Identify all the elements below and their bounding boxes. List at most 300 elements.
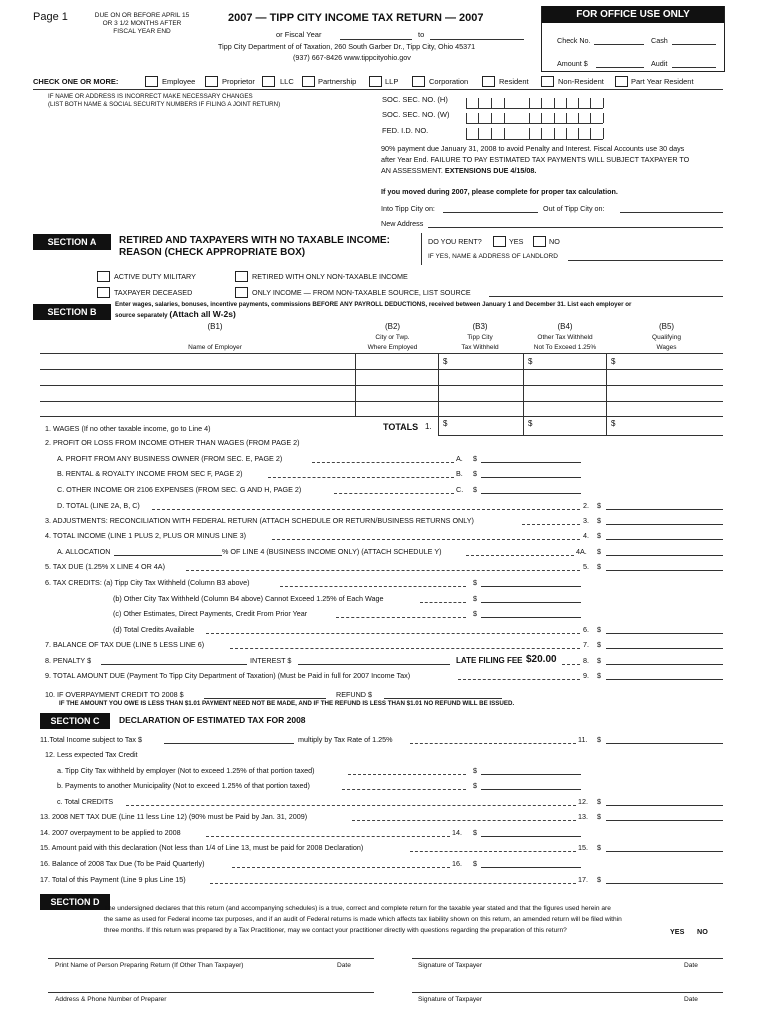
resident-label: Resident (499, 77, 529, 86)
leader (186, 570, 580, 571)
amount-field[interactable] (596, 67, 644, 68)
line-17-number: 17. (578, 875, 588, 884)
refund-field[interactable] (384, 698, 502, 699)
line-6a-field[interactable] (481, 586, 581, 587)
retired-label: RETIRED WITH ONLY NON-TAXABLE INCOME (252, 272, 408, 281)
proprietor-label: Proprietor (222, 77, 255, 86)
line-6b-label: (b) Other City Tax Withheld (Column B4 above) Cannot Exceed 1.25% of Each Wage (113, 594, 384, 603)
part-year-resident-checkbox[interactable] (615, 76, 628, 87)
rent-yes-checkbox[interactable] (493, 236, 506, 247)
id-grid-cell-divider (529, 113, 530, 123)
leader (206, 836, 450, 837)
line-2b-dollar: $ (473, 469, 477, 478)
line-6-field[interactable] (606, 633, 723, 634)
office-use-title: FOR OFFICE USE ONLY (542, 6, 724, 23)
line-2b-label: B. RENTAL & ROYALTY INCOME FROM SEC F, PAGE 2) (57, 469, 243, 478)
landlord-label: IF YES, NAME & ADDRESS OF LANDLORD (428, 253, 558, 260)
fiscal-to-label: to (418, 30, 425, 39)
id-grid-cell-divider (554, 98, 555, 108)
col-b2-label-1: City or Twp. (375, 334, 410, 341)
section-b-instructions-2 (115, 310, 236, 319)
deceased-checkbox[interactable] (97, 287, 110, 298)
id-grid-cell-divider (491, 98, 492, 108)
line-2d-field[interactable] (606, 509, 723, 510)
taxpayer-date-label-1: Date (684, 962, 698, 969)
line-8-dollar: $ (597, 656, 601, 665)
corporation-checkbox[interactable] (412, 76, 425, 87)
line-4-label: 4. TOTAL INCOME (LINE 1 PLUS 2, PLUS OR MINUS LINE 3) (45, 531, 247, 540)
into-tipp-label: Into Tipp City on: (381, 204, 435, 213)
section-d-badge: SECTION D (40, 894, 110, 910)
line-2a-dollar: $ (473, 454, 477, 463)
leader (562, 664, 580, 665)
line-12b-label: b. Payments to another Municipality (Not to exceed 1.25% of that portion taxed) (57, 781, 310, 790)
table-rule (40, 353, 723, 354)
id-grid-cell-divider (566, 128, 567, 139)
line-6a-label: 6. TAX CREDITS: (a) Tipp City Tax Withheld (Column B3 above) (45, 578, 250, 587)
section-b-instructions-1: Enter wages, salaries, bonuses, incentive payments, commissions BEFORE ANY PAYROLL DEDUCTIONS, received between January 1 and December 31. List each employer or (115, 301, 632, 308)
line-2c-dollar: $ (473, 485, 477, 494)
col-b1-label: Name of Employer (188, 344, 242, 351)
leader (420, 602, 466, 603)
line-8-label: 8. PENALTY $ (45, 656, 92, 665)
taxpayer-signature-label-2: Signature of Taxpayer (418, 996, 483, 1003)
id-grid-rule (466, 108, 603, 109)
line-8-field[interactable] (606, 664, 723, 665)
line-6b-field[interactable] (481, 602, 581, 603)
partnership-label: Partnership (318, 77, 357, 86)
line-12b-dollar: $ (473, 781, 477, 790)
late-fee-amount: $20.00 (526, 654, 557, 665)
into-tipp-field[interactable] (443, 212, 538, 213)
contact-yes[interactable]: YES (670, 927, 685, 936)
address-note-1: IF NAME OR ADDRESS IS INCORRECT MAKE NECESSARY CHANGES (48, 93, 253, 100)
b5-dollar: $ (611, 357, 616, 366)
refund-warning: IF THE AMOUNT YOU OWE IS LESS THAN $1.01 PAYMENT NEED NOT BE MADE, AND IF THE REFUND IS LESS THAN $1.01 NO REFUND WILL BE ISSUED. (59, 700, 515, 707)
due-line-3: FISCAL YEAR END (113, 28, 171, 35)
id-grid-rule (466, 139, 603, 140)
id-grid-cell-divider (529, 128, 530, 139)
audit-label: Audit (651, 59, 668, 68)
interest-label: INTEREST $ (250, 656, 292, 665)
line-7-dollar: $ (597, 640, 601, 649)
line-3-dollar: $ (597, 516, 601, 525)
line-4-field[interactable] (606, 539, 723, 540)
table-col-divider (606, 353, 607, 435)
leader (522, 524, 580, 525)
id-grid-cell-divider (478, 98, 479, 108)
line-1-label: 1. WAGES (If no other taxable income, go to Line 4) (45, 424, 211, 433)
id-grid-cell-divider (504, 113, 505, 123)
leader (312, 462, 454, 463)
fiscal-year-label: or Fiscal Year (276, 30, 322, 39)
rent-no-label: NO (549, 237, 560, 246)
instr-source: source separately (115, 312, 168, 319)
id-grid-cell-divider (554, 113, 555, 123)
retired-checkbox[interactable] (235, 271, 248, 282)
table-rule (40, 369, 723, 370)
check-no-label: Check No. (557, 36, 591, 45)
line-12a-label: a. Tipp City Tax withheld by employer (Not to exceed 1.25% of that portion taxed) (57, 766, 315, 775)
payment-note-1: 90% payment due January 31, 2008 to avoid Penalty and Interest. Fiscal Accounts use 30 days (381, 144, 685, 153)
col-b4-label-2: Not To Exceed 1.25% (533, 344, 597, 351)
cash-label: Cash (651, 36, 668, 45)
leader (126, 805, 576, 806)
amount-label: Amount $ (557, 59, 588, 68)
id-grid-cell-divider (603, 98, 604, 108)
id-grid-rule (466, 123, 603, 124)
section-c-badge: SECTION C (40, 713, 110, 729)
line-2-label: 2. PROFIT OR LOSS FROM INCOME OTHER THAN WAGES (FROM PAGE 2) (45, 438, 300, 447)
line-14-label: 14. 2007 overpayment to be applied to 2008 (40, 828, 181, 837)
col-b4-label-1: Other Tax Withheld (537, 334, 593, 341)
line-9-label: 9. TOTAL AMOUNT DUE (Payment To Tipp City Department of Taxation) (Must be Paid in full for 2007 Income Tax) (45, 671, 411, 680)
out-of-tipp-field[interactable] (620, 212, 723, 213)
totals-rule (438, 435, 723, 436)
line-5-number: 5. (583, 562, 589, 571)
line-9-dollar: $ (597, 671, 601, 680)
landlord-field[interactable] (568, 260, 723, 261)
b4-dollar: $ (528, 357, 533, 366)
id-grid-cell-divider (603, 128, 604, 139)
id-grid-cell-divider (578, 113, 579, 123)
line-17-label: 17. Total of this Payment (Line 9 plus Line 15) (40, 875, 186, 884)
id-grid-cell-divider (466, 98, 467, 108)
line-11-income-field[interactable] (164, 743, 294, 744)
line-6b-dollar: $ (473, 594, 477, 603)
line-14-number: 14. (452, 828, 462, 837)
col-b1-code: (B1) (207, 322, 223, 331)
line-7-label: 7. BALANCE OF TAX DUE (LINE 5 LESS LINE 6) (45, 640, 205, 649)
totals-line-number: 1. (425, 422, 432, 431)
leader (466, 555, 574, 556)
line-11-rate: multiply by Tax Rate of 1.25% (298, 735, 393, 744)
total-b5-dollar: $ (611, 419, 616, 428)
col-b5-code: (B5) (658, 322, 675, 331)
out-of-tipp-label: Out of Tipp City on: (543, 204, 605, 213)
table-col-divider (523, 353, 524, 435)
id-grid-cell-divider (578, 98, 579, 108)
line-16-label: 16. Balance of 2008 Tax Due (To be Paid Quarterly) (40, 859, 205, 868)
rent-question: DO YOU RENT? (428, 237, 482, 246)
b3-dollar: $ (443, 357, 448, 366)
audit-field[interactable] (672, 67, 716, 68)
taxpayer-type-label: CHECK ONE OR MORE: (33, 77, 119, 86)
line-11-label: 11.Total Income subject to Tax $ (40, 735, 143, 744)
refund-label: REFUND $ (336, 690, 372, 699)
line-4a-field[interactable] (606, 555, 723, 556)
preparer-name-field[interactable] (48, 958, 374, 959)
line-15-field[interactable] (606, 851, 723, 852)
attach-w2: (Attach all W-2s) (169, 309, 236, 319)
line-15-label: 15. Amount paid with this declaration (Not less than 1/4 of Line 13, must be paid for 2008 Declaration) (40, 843, 364, 852)
nontaxable-source-checkbox[interactable] (235, 287, 248, 298)
leader (232, 867, 450, 868)
line-17-dollar: $ (597, 875, 601, 884)
line-16-dollar: $ (473, 859, 477, 868)
check-no-field[interactable] (594, 44, 644, 45)
line-4a-label-2: % OF LINE 4 (BUSINESS INCOME ONLY) (ATTACH SCHEDULE Y) (222, 547, 442, 556)
taxpayer-date-label-2: Date (684, 996, 698, 1003)
leader (152, 509, 580, 510)
line-4a-dollar: $ (597, 547, 601, 556)
late-fee-label: LATE FILING FEE (456, 656, 523, 665)
total-b3-dollar: $ (443, 419, 448, 428)
leader (336, 617, 466, 618)
line-2c-label: C. OTHER INCOME OR 2106 EXPENSES (FROM SEC. G AND H, PAGE 2) (57, 485, 302, 494)
line-12-dollar: $ (597, 797, 601, 806)
id-grid-cell-divider (478, 128, 479, 139)
line-4a-number: 4A. (576, 547, 587, 556)
line-12c-label: c. Total CREDITS (57, 797, 114, 806)
leader (334, 493, 454, 494)
line-2c-field[interactable] (481, 493, 581, 494)
id-grid-cell-divider (491, 113, 492, 123)
moved-note: If you moved during 2007, please complete for proper tax calculation. (381, 187, 618, 196)
line-2b-field[interactable] (481, 477, 581, 478)
employee-checkbox[interactable] (145, 76, 158, 87)
preparer-date-label: Date (337, 962, 351, 969)
non-resident-checkbox[interactable] (541, 76, 554, 87)
id-grid-cell-divider (491, 128, 492, 139)
payment-note-3-text: AN ASSESSMENT. (381, 166, 443, 175)
preparer-name-label: Print Name of Person Preparing Return (If Other Than Taxpayer) (55, 962, 244, 969)
id-grid-cell-divider (478, 113, 479, 123)
line-7-number: 7. (583, 640, 589, 649)
cash-field[interactable] (672, 44, 716, 45)
llp-label: LLP (385, 77, 399, 86)
id-grid-cell-divider (554, 128, 555, 139)
rent-yes-label: YES (509, 237, 524, 246)
llc-label: LLC (280, 77, 294, 86)
id-grid-cell-divider (541, 98, 542, 108)
line-6-dollar: $ (597, 625, 601, 634)
due-line-1: DUE ON OR BEFORE APRIL 15 (94, 12, 190, 19)
dept-phone: (937) 667-8426 www.tippcityohio.gov (293, 53, 411, 62)
line-6a-dollar: $ (473, 578, 477, 587)
table-col-divider (438, 353, 439, 435)
leader (268, 477, 454, 478)
line-12b-field[interactable] (481, 789, 581, 790)
section-a-title-1: RETIRED AND TAXPAYERS WITH NO TAXABLE INCOME: (119, 235, 390, 246)
partnership-checkbox[interactable] (302, 76, 315, 87)
line-15-number: 15. (578, 843, 588, 852)
leader (410, 743, 576, 744)
rent-no-checkbox[interactable] (533, 236, 546, 247)
line-2a-code: A. (456, 454, 463, 463)
divider (421, 233, 422, 265)
section-a-title-2: REASON (CHECK APPROPRIATE BOX) (119, 247, 306, 258)
nontaxable-source-field[interactable] (489, 296, 723, 297)
line-2c-code: C. (456, 485, 464, 494)
employee-label: Employee (162, 77, 196, 86)
id-grid-cell-divider (590, 128, 591, 139)
llp-checkbox[interactable] (369, 76, 382, 87)
line-7-field[interactable] (606, 648, 723, 649)
col-b3-label-1: Tipp City (467, 334, 493, 341)
id-grid-cell-divider (566, 98, 567, 108)
taxpayer-signature-label-1: Signature of Taxpayer (418, 962, 483, 969)
overpayment-credit-field[interactable] (204, 698, 326, 699)
line-6c-dollar: $ (473, 609, 477, 618)
line-12-label: 12. Less expected Tax Credit (45, 750, 138, 759)
line-12a-field[interactable] (481, 774, 581, 775)
line-13-dollar: $ (597, 812, 601, 821)
id-grid-cell-divider (590, 98, 591, 108)
extensions-due: EXTENSIONS DUE 4/15/08. (444, 166, 537, 175)
id-grid-cell-divider (603, 113, 604, 123)
leader (410, 851, 576, 852)
section-a-badge: SECTION A (33, 234, 111, 250)
llc-checkbox[interactable] (262, 76, 275, 87)
line-8-number: 8. (583, 656, 589, 665)
total-b4-dollar: $ (528, 419, 533, 428)
declaration-2: the same as used for Federal income tax purposes, and if an audit of Federal returns is made which affects tax liability shown on this return, an amended return will be filed within (104, 916, 622, 923)
totals-label: TOTALS (383, 422, 419, 432)
preparer-address-field[interactable] (48, 992, 374, 993)
line-16-field[interactable] (481, 867, 581, 868)
active-military-label: ACTIVE DUTY MILITARY (114, 272, 196, 281)
leader (230, 648, 580, 649)
line-4a-label: A. ALLOCATION (57, 547, 111, 556)
table-col-divider (355, 353, 356, 416)
col-b2-code: (B2) (384, 322, 401, 331)
dept-address: Tipp City Department of of Taxation, 260 South Garber Dr., Tipp City, Ohio 45371 (218, 42, 476, 51)
table-rule (40, 416, 723, 417)
id-grid-cell-divider (504, 128, 505, 139)
id-grid-cell-divider (590, 113, 591, 123)
divider (33, 89, 723, 90)
line-13-label: 13. 2008 NET TAX DUE (Line 11 less Line 12) (90% must be Paid by Jan. 31, 2009) (40, 812, 308, 821)
line-5-label: 5. TAX DUE (1.25% X LINE 4 OR 4A) (45, 562, 165, 571)
form-title: 2007 — TIPP CITY INCOME TAX RETURN — 2007 (228, 12, 484, 24)
line-2d-label: D. TOTAL (LINE 2A, B, C) (57, 501, 140, 510)
leader (458, 679, 580, 680)
ssn-h-label: SOC. SEC. NO. (H) (382, 95, 448, 104)
col-b3-label-2: Tax Withheld (461, 344, 499, 351)
table-rule (40, 385, 723, 386)
line-4-number: 4. (583, 531, 589, 540)
line-11-dollar: $ (597, 735, 601, 744)
line-17-field[interactable] (606, 883, 723, 884)
allocation-percent-field[interactable] (114, 555, 222, 556)
ssn-w-label: SOC. SEC. NO. (W) (382, 110, 450, 119)
leader (342, 789, 466, 790)
interest-field[interactable] (298, 664, 450, 665)
page-number: Page 1 (33, 11, 68, 23)
preparer-address-label: Address & Phone Number of Preparer (55, 996, 167, 1003)
line-12-field[interactable] (606, 805, 723, 806)
part-year-resident-label: Part Year Resident (631, 77, 694, 86)
line-2d-number: 2. (583, 501, 589, 510)
id-grid-cell-divider (578, 128, 579, 139)
line-3-label: 3. ADJUSTMENTS: RECONCILIATION WITH FEDERAL RETURN (ATTACH SCHEDULE OR RETURN/BUSINESS RETURNS ONLY) (45, 516, 474, 525)
col-b2-label-2: Where Employed (367, 344, 418, 351)
fiscal-to-field[interactable] (430, 39, 524, 40)
line-10-label: 10. IF OVERPAYMENT CREDIT TO 2008 $ (45, 690, 184, 699)
line-6d-label: (d) Total Credits Available (113, 625, 195, 634)
id-grid-cell-divider (566, 113, 567, 123)
line-14-dollar: $ (473, 828, 477, 837)
line-9-number: 9. (583, 671, 589, 680)
line-6-number: 6. (583, 625, 589, 634)
col-b4-code: (B4) (557, 322, 573, 331)
leader (280, 586, 466, 587)
taxpayer-signature-field-1[interactable] (412, 958, 723, 959)
line-12a-dollar: $ (473, 766, 477, 775)
line-2d-dollar: $ (597, 501, 601, 510)
section-c-title: DECLARATION OF ESTIMATED TAX FOR 2008 (119, 715, 306, 725)
line-3-number: 3. (583, 516, 589, 525)
leader (210, 883, 576, 884)
active-military-checkbox[interactable] (97, 271, 110, 282)
line-6c-field[interactable] (481, 617, 581, 618)
id-grid-cell-divider (466, 113, 467, 123)
line-3-field[interactable] (606, 524, 723, 525)
line-13-field[interactable] (606, 820, 723, 821)
address-note-2: (LIST BOTH NAME & SOCIAL SECURITY NUMBERS IF FILING A JOINT RETURN) (48, 101, 281, 108)
leader (352, 820, 576, 821)
line-11-field[interactable] (606, 743, 723, 744)
line-4-dollar: $ (597, 531, 601, 540)
line-2b-code: B. (456, 469, 463, 478)
due-line-2: OR 3 1/2 MONTHS AFTER (102, 20, 182, 27)
line-14-field[interactable] (481, 836, 581, 837)
line-6c-label: (c) Other Estimates, Direct Payments, Credit From Prior Year (113, 609, 308, 618)
line-2a-label: A. PROFIT FROM ANY BUSINESS OWNER (FROM SEC. E, PAGE 2) (57, 454, 283, 463)
resident-checkbox[interactable] (482, 76, 495, 87)
id-grid-cell-divider (529, 98, 530, 108)
id-grid-cell-divider (541, 128, 542, 139)
contact-no[interactable]: NO (697, 927, 708, 936)
taxpayer-signature-field-2[interactable] (412, 992, 723, 993)
col-b5-label-2: Wages (656, 344, 677, 351)
declaration-3: three months. If this return was prepared by a Tax Practitioner, may we contact your practitioner directly with questions regarding the preparation of this return? (104, 927, 567, 934)
line-9-field[interactable] (606, 679, 723, 680)
corporation-label: Corporation (429, 77, 469, 86)
leader (272, 539, 580, 540)
line-15-dollar: $ (597, 843, 601, 852)
line-12-number: 12. (578, 797, 588, 806)
declaration-1: The undersigned declares that this return (and accompanying schedules) is a true, correct and complete return for the taxable year stated and that the figures used herein are (104, 905, 611, 912)
non-resident-label: Non-Resident (558, 77, 604, 86)
proprietor-checkbox[interactable] (205, 76, 218, 87)
new-address-label: New Address (381, 219, 424, 228)
table-rule (40, 401, 723, 402)
id-grid-cell-divider (504, 98, 505, 108)
id-grid-cell-divider (466, 128, 467, 139)
fiscal-from-field[interactable] (340, 39, 412, 40)
col-b5-label-1: Qualifying (652, 334, 681, 341)
fed-id-label: FED. I.D. NO. (382, 126, 429, 135)
leader (206, 633, 580, 634)
line-11-number: 11. (578, 735, 588, 744)
payment-note-3 (381, 167, 536, 174)
penalty-field[interactable] (101, 664, 247, 665)
line-5-dollar: $ (597, 562, 601, 571)
leader (348, 774, 466, 775)
line-2a-field[interactable] (481, 462, 581, 463)
line-5-field[interactable] (606, 570, 723, 571)
line-16-number: 16. (452, 859, 462, 868)
deceased-label: TAXPAYER DECEASED (114, 288, 193, 297)
col-b3-code: (B3) (472, 322, 488, 331)
id-grid-cell-divider (541, 113, 542, 123)
nontaxable-source-label: ONLY INCOME — FROM NON-TAXABLE SOURCE, LIST SOURCE (252, 288, 471, 297)
section-b-badge: SECTION B (33, 304, 111, 320)
new-address-field[interactable] (428, 227, 723, 228)
line-13-number: 13. (578, 812, 588, 821)
